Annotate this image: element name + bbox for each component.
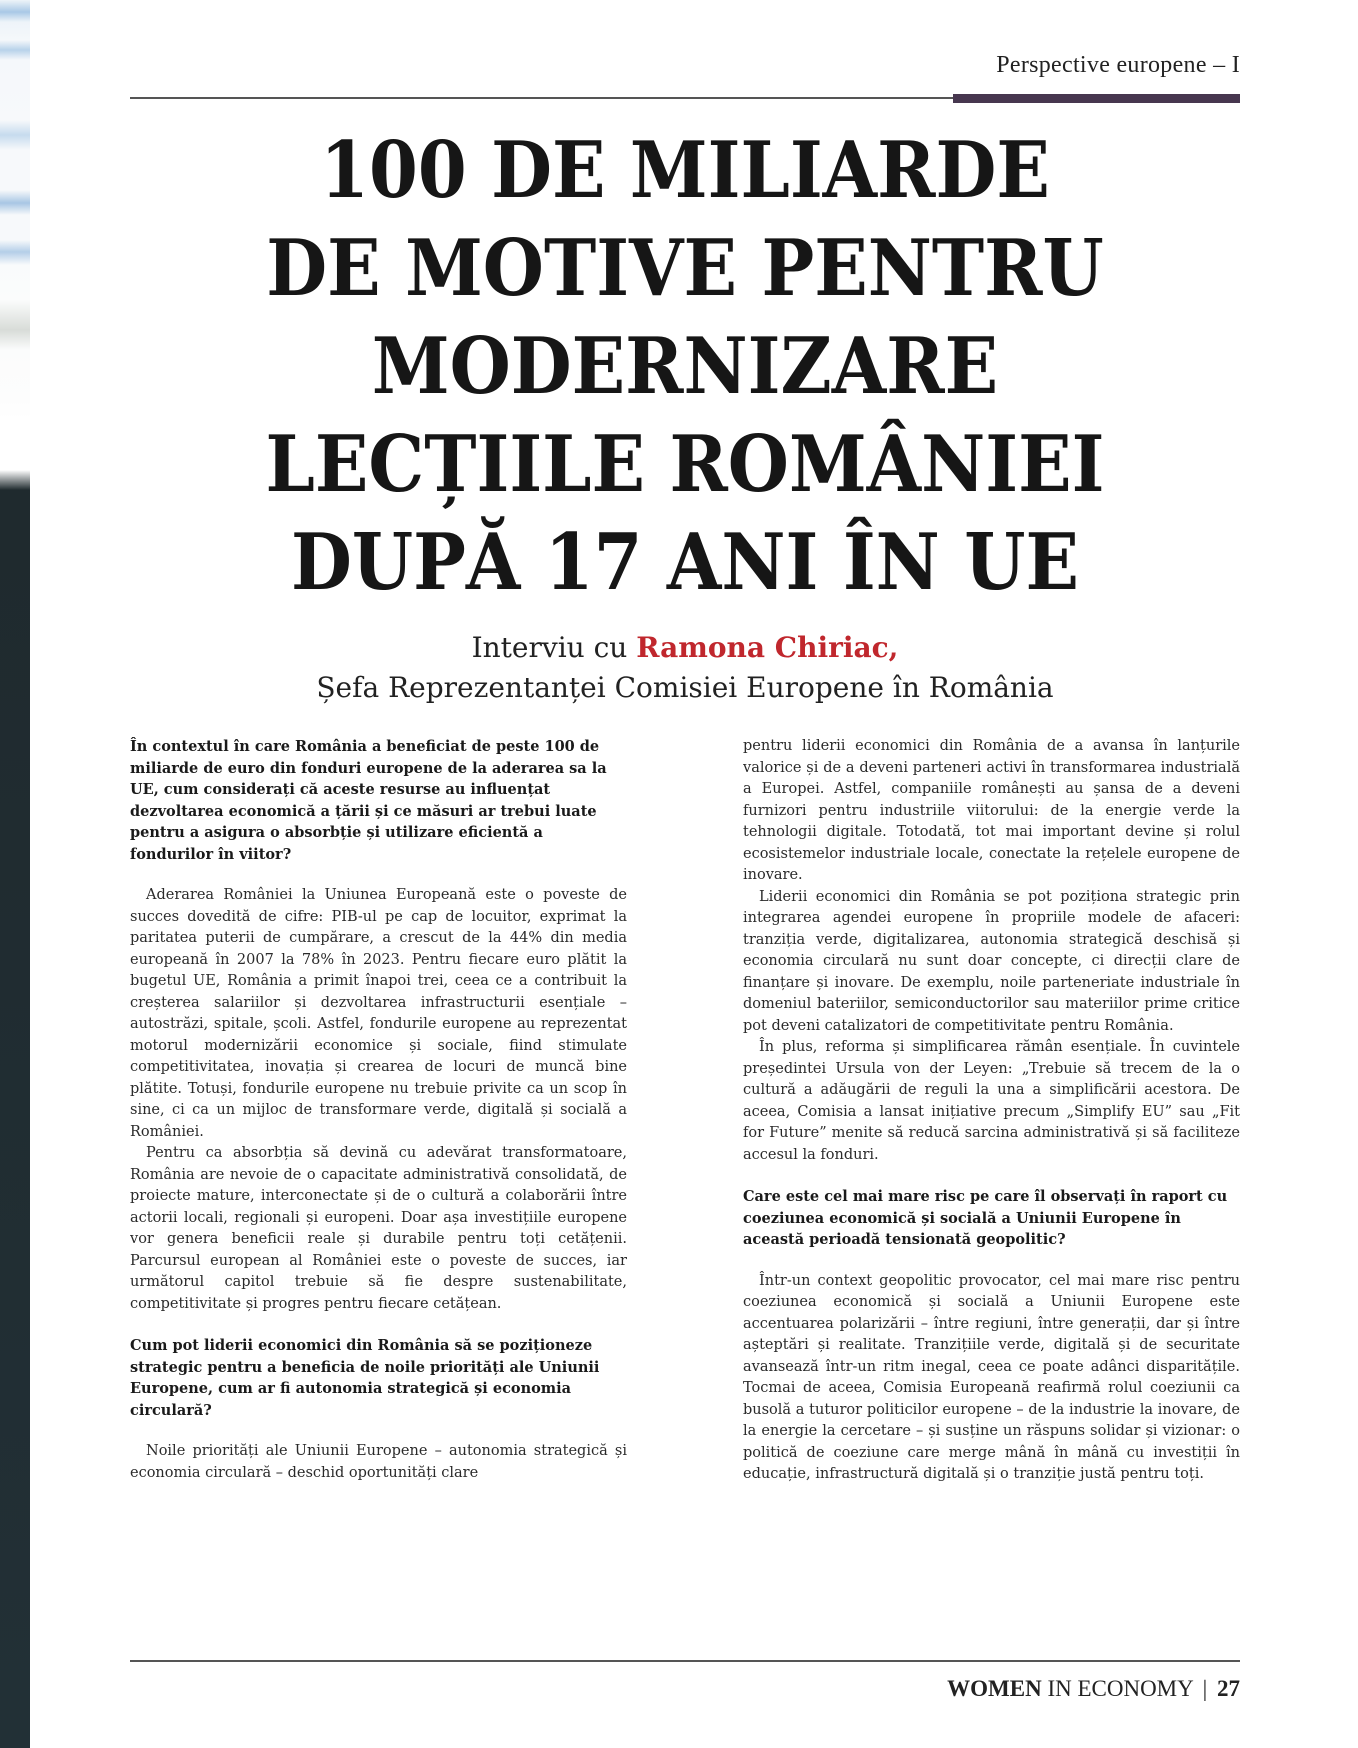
interview-answer: Într-un context geopolitic provocator, cel mai mare risc pentru coeziunea economică și socială a Uniunii Europene este accentuarea polarizării – între regiuni, între generații, dar și între așteptări și realitate. Tranzițiile verde, digitală și de securitate avansează într-un ritm inegal, ceea ce poate adânci disparitățile. Tocmai de aceea, Comisia Europeană reafirmă rolul coeziunii ca busolă a tuturor politicilor europene – de la industrie la inovare, de la energie la cercetare – și susține un răspuns solidar și vizionar: o politică de coeziune care merge mână în mână cu investiții în educație, infrastructură digitală și o tranziție justă pentru toți.	[743, 1272, 1240, 1482]
subtitle-line-1	[130, 628, 1240, 668]
interview-answer: Liderii economici din România se pot poziționa strategic prin integrarea agendei europene în propriile modele de afaceri: tranziția verde, digitalizarea, autonomia strategică deschisă și economia circulară nu sunt doar concepte, ci direcții clare de finanțare și inovare. De exemplu, noile parteneriate industriale în domeniul bateriilor, semiconductorilor sau materiilor prime critice pot deveni catalizatori de competitivitate pentru România.	[743, 888, 1240, 1034]
interview-question: Care este cel mai mare risc pe care îl observați în raport cu coeziunea economică și socială a Uniunii Europene în această perioadă tensionată geopolitic?	[743, 1188, 1228, 1248]
magazine-page	[130, 0, 1240, 1748]
cover-photo-edge	[0, 0, 30, 1748]
interview-prefix: Interviu cu	[471, 631, 637, 664]
interview-answer: Pentru ca absorbția să devină cu adevărat transformatoare, România are nevoie de o capacitate administrativă consolidată, de proiecte mature, interconectate și de o cultură a colaborării între actorii locali, regionali și europeni. Doar așa investițiile europene vor genera beneficii reale și durabile pentru toți cetățenii. Parcursul european al României este o poveste de succes, iar următorul capitol trebuie să fie despre sustenabilitate, competitivitate și progres pentru fiecare cetățean.	[130, 1145, 627, 1312]
article-column-right	[743, 736, 1240, 1604]
title-line: LECȚIILE ROMÂNIEI	[265, 419, 1105, 510]
interview-subtitle	[130, 628, 1240, 708]
title-line: 100 DE MILIARDE	[320, 125, 1050, 216]
interview-answer: Aderarea României la Uniunea Europeană este o poveste de succes dovedită de cifre: PIB-ul pe cap de locuitor, exprimat la paritatea puterii de cumpărare, a crescut de la 44% din media europeană în 2007 la 78% în 2023. Pentru fiecare euro plătit la bugetul UE, România a primit înapoi trei, ceea ce a contribuit la creșterea salariilor și dezvoltarea infrastructurii esențiale – autostrăzi, spitale, școli. Astfel, fondurile europene au reprezentat motorul modernizării economice și sociale, fiind stimulate competitivitatea, inovația și crearea de locuri de muncă bine plătite. Totuși, fondurile europene nu trebuie privite ca un scop în sine, ci ca un mijloc de transformare verde, digitală și socială a României.	[130, 887, 627, 1140]
interview-answer: Noile priorități ale Uniunii Europene – autonomia strategică și economia circulară – deschid oportunități clare	[130, 1443, 627, 1481]
interview-question: Cum pot liderii economici din România să se poziționeze strategic pentru a beneficia de noile priorități ale Uniunii Europene, cum ar fi autonomia strategică și economia circulară?	[130, 1337, 600, 1419]
magazine-brand-rest: IN ECONOMY	[1041, 1676, 1193, 1701]
title-line: DE MOTIVE PENTRU	[266, 223, 1104, 314]
interview-answer-continued: pentru liderii economici din România de a avansa în lanțurile valorice și de a deveni parteneri activi în transformarea industrială a Europei. Astfel, companiile românești au șansa de a deveni furnizori pentru industriile viitorului: de la energie verde la tehnologii digitale. Totodată, tot mai important devine și rolul ecosistemelor industriale locale, conectate la rețelele europene de inovare.	[743, 738, 1240, 883]
page-number: 27	[1217, 1676, 1240, 1701]
article-column-left	[130, 736, 627, 1604]
header-accent-bar	[953, 94, 1240, 103]
article-title	[130, 122, 1240, 612]
title-line: MODERNIZARE	[371, 321, 999, 412]
interview-question: În contextul în care România a beneficiat de peste 100 de miliarde de euro din fonduri europene de la aderarea sa la UE, cum considerați că aceste resurse au influențat dezvoltarea economică a țării și ce măsuri ar trebui luate pentru a asigura o absorbție și utilizare eficientă a fondurilor în viitor?	[130, 738, 607, 863]
header-rule	[130, 97, 953, 99]
section-header: Perspective europene – I	[996, 52, 1240, 78]
header-rule-row	[130, 92, 1240, 106]
magazine-brand: WOMEN	[947, 1676, 1042, 1701]
interviewee-name: Ramona Chiriac,	[636, 631, 899, 664]
footer-rule	[130, 1660, 1240, 1662]
footer-separator: |	[1202, 1676, 1208, 1701]
interviewee-role: Șefa Reprezentanței Comisiei Europene în România	[316, 671, 1054, 704]
title-line: DUPĂ 17 ANI ÎN UE	[290, 517, 1080, 608]
page-footer	[130, 1672, 1240, 1706]
interview-answer: În plus, reforma și simplificarea rămân esențiale. În cuvintele președintei Ursula von der Leyen: „Trebuie să trecem de la o cultură a adăugării de reguli la una a simplificării acestora. De aceea, Comisia a lansat inițiative precum „Simplify EU” sau „Fit for Future” menite să reducă sarcina administrativă și să faciliteze accesul la fonduri.	[743, 1039, 1240, 1163]
article-columns	[130, 736, 1240, 1604]
